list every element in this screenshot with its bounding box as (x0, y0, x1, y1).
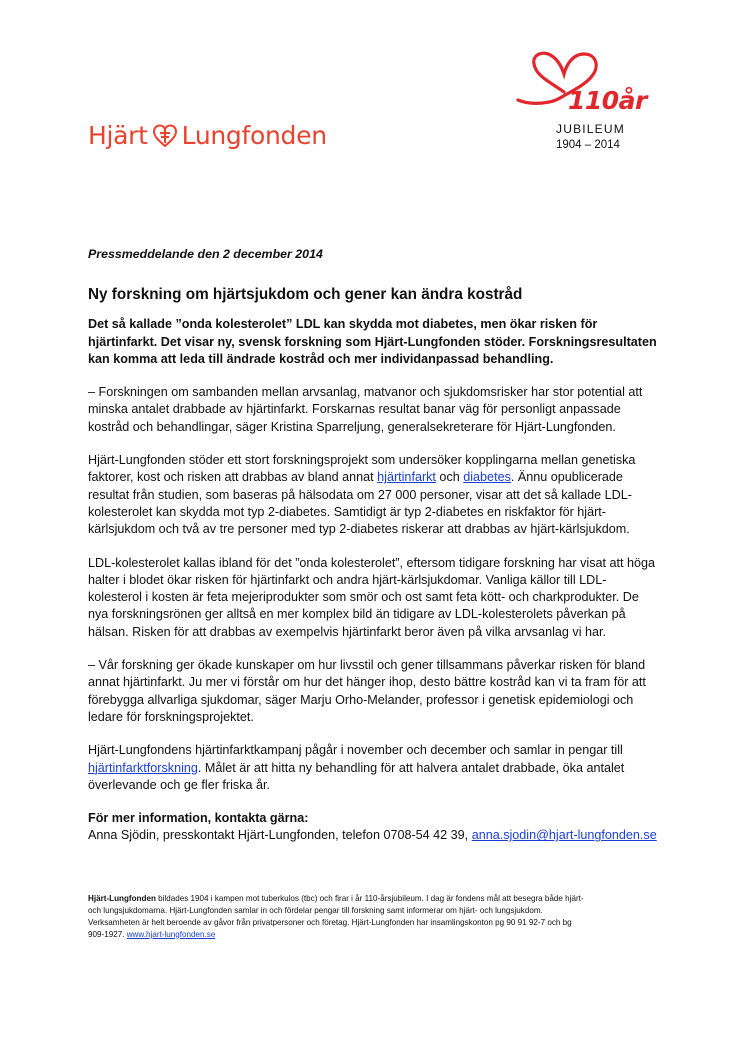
text: och (435, 470, 464, 485)
text: Hjärt-Lungfonden stöder ett stort forskningsprojekt som undersöker kopplingarna mellan genetiska faktorer, kost och risken att drabbas av bland annat (88, 453, 636, 485)
ldl-paragraph: LDL-kolesterolet kallas ibland för det ”onda kolesterolet”, eftersom tidigare forskning har visat att höga halter i blodet ökar risken för hjärtinfarkt och andra hjärt-kärlsjukdomar. Vanliga källor till LDL-kolesterol i kosten är feta mejeriprodukter som smör och ost samt feta kött- och charkprodukter. De nya forskningsrönen ger alltså en mer komplex bild än tidigare av LDL-kolesterolets påverkan på hälsan. Risken för att drabbas av exempelvis hjärtinfarkt beror även på vilka arvsanlag vi har. (88, 555, 656, 639)
hjartinfarktforskning-link[interactable]: hjärtinfarktforskning (88, 760, 198, 775)
text: Hjärt-Lungfondens hjärtinfarktkampanj pågår i november och december och samlar in pengar till (88, 743, 623, 758)
logo-text-right: Lungfonden (181, 121, 327, 150)
jubilee-badge (512, 48, 662, 163)
jubilee-word: JUBILEUM (556, 122, 625, 136)
lead-paragraph: Det så kallade ”onda kolesterolet” LDL kan skydda mot diabetes, men ökar risken för hjärtinfarkt. Det visar ny, svensk forskning som Hjärt-Lungfonden stöder. Forskningsresultaten kan komma att leda till ändrade kostråd och mer individanpassad behandling. (88, 317, 657, 366)
heart-cross-icon (152, 123, 178, 149)
article-body (88, 246, 660, 861)
text: . Ännu opublicerade resultat från studien, som baseras på hälsodata om 27 000 personer, visar att det så kallade LDL-kolesterolet kan skydda mot typ 2-diabetes. Samtidigt är typ 2-diabetes en riskfaktor för hjärt-kärlsjukdom och två av tre personer med typ 2-diabetes riskerar att drabbas av hjärt-kärlsjukdom. (88, 470, 632, 537)
website-link[interactable]: www.hjart-lungfonden.se (126, 929, 216, 939)
research-paragraph (88, 452, 660, 538)
contact-email-link[interactable]: anna.sjodin@hjart-lungfonden.se (471, 828, 657, 843)
jubilee-number: 110år (568, 86, 647, 115)
footer-text: bildades 1904 i kampen mot tuberkulos (tbc) och firar i år 110-årsjubileum. I dag är fondens mål att besegra både hjärt- och lungsjukdomarna. Hjärt-Lungfonden samlar in och fördelar pengar till forskning samt informerar om hjärt- och lungsjukdom. Verksamheten är helt beroende av gåvor från privatpersoner och företag. Hjärt-Lungfonden har insamlingskonton pg 90 91 92-7 och bg 909-1927. (88, 894, 584, 939)
diabetes-link[interactable]: diabetes (463, 470, 511, 485)
jubilee-years: 1904 – 2014 (556, 139, 620, 151)
hjartinfarkt-link[interactable]: hjärtinfarkt (377, 470, 436, 485)
contact-text: Anna Sjödin, presskontakt Hjärt-Lungfonden, telefon 0708-54 42 39, (88, 828, 472, 843)
quote-paragraph-1: – Forskningen om sambanden mellan arvsanlag, matvanor och sjukdomsrisker har stor potential att minska antalet drabbade av hjärtinfarkt. Forskarnas resultat banar väg för personligt anpassade kostråd och behandlingar, säger Kristina Sparreljung, generalsekreterare för Hjärt-Lungfonden. (88, 385, 643, 434)
footer-org: Hjärt-Lungfonden (88, 894, 156, 903)
contact-block (88, 810, 660, 845)
text: . Målet är att hitta ny behandling för att halvera antalet drabbade, öka antalet överlevande och ge fler friska år. (88, 760, 625, 792)
headline: Ny forskning om hjärtsjukdom och gener kan ändra kostråd (88, 286, 523, 304)
logo-text-left: Hjärt (88, 121, 148, 150)
dateline: Pressmeddelande den 2 december 2014 (88, 247, 323, 261)
hjart-lungfonden-logo (88, 121, 327, 150)
contact-heading: För mer information, kontakta gärna: (88, 811, 309, 826)
campaign-paragraph (88, 742, 660, 794)
footer-boilerplate (88, 893, 588, 941)
quote-paragraph-2: – Vår forskning ger ökade kunskaper om hur livsstil och gener tillsammans påverkar risken för bland annat hjärtinfarkt. Ju mer vi förstår om hur det hänger ihop, desto bättre kostråd kan vi ta fram för att förebygga allvarliga sjukdomar, säger Marju Orho-Melander, professor i genetisk epidemiologi och ledare för forskningsprojektet. (88, 658, 646, 724)
